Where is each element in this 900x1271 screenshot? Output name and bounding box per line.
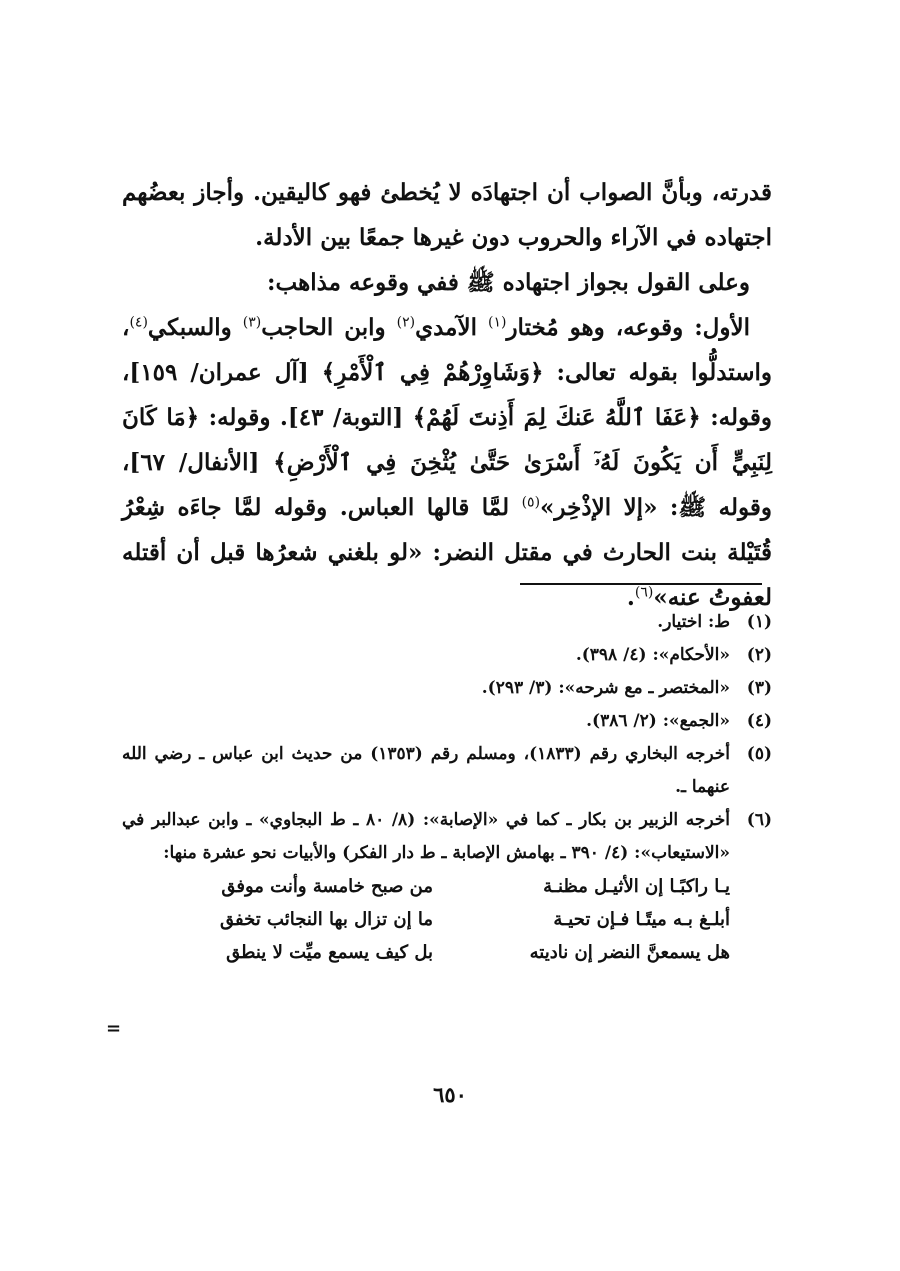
footnote-5	[122, 738, 772, 804]
paragraph-2: وعلى القول بجواز اجتهاده ﷺ ففي وقوعه مذاهب:	[267, 269, 750, 296]
footnote-1	[122, 606, 772, 639]
paragraph-1: قدرته، وبأنَّ الصواب أن اجتهادَه لا يُخطئ فهو كاليقين. وأجاز بعضُهم اجتهاده في الآراء والحروب دون غيرها جمعًا بين الأدلة.	[122, 179, 772, 251]
footnote-text: أخرجه الزبير بن بكار ـ كما في «الإصابة»: (٨/ ٨٠ ـ ط البجاوي» ـ وابن عبدالبر في «الاستيعاب»: (٤/ ٣٩٠ ـ بهامش الإصابة ـ ط دار الفكر) والأبيات نحو عشرة منها:	[122, 810, 730, 863]
text-run: الأول: وقوعه، وهو مُختار	[506, 314, 751, 341]
footnote-ref-4[interactable]: (٤)	[129, 314, 148, 331]
footnote-text: «المختصر ـ مع شرحه»: (٣/ ٢٩٣).	[481, 678, 730, 698]
footnote-text: «الأحكام»: (٤/ ٣٩٨).	[575, 645, 730, 665]
footnote-number: (١)	[746, 612, 772, 632]
footnote-ref-1[interactable]: (١)	[487, 314, 507, 331]
footnote-text: أخرجه البخاري رقم (١٨٣٣)، ومسلم رقم (١٣٥٣) من حديث ابن عباس ـ رضي الله عنهما ـ.	[122, 744, 730, 797]
footnote-ref-6[interactable]: (٦)	[634, 584, 654, 601]
poem	[190, 870, 730, 969]
continuation-mark: =	[106, 1018, 122, 1039]
text-run: والسبكي	[147, 314, 243, 341]
poem-verse	[190, 936, 730, 969]
poem-second-hemistich: بل كيف يسمع ميِّت لا ينطق	[226, 942, 433, 963]
verse-reference: [آل عمران/ ١٥٩]، وقوله:	[122, 359, 773, 431]
poem-verse	[190, 870, 730, 903]
text-run: .	[626, 584, 635, 611]
footnote-ref-3[interactable]: (٣)	[242, 314, 262, 331]
footnote-4	[122, 705, 772, 738]
poem-second-hemistich: من صبح خامسة وأنت موفق	[221, 876, 433, 897]
footnote-3	[122, 672, 772, 705]
footnote-ref-2[interactable]: (٢)	[396, 314, 416, 331]
footnote-number: (٦)	[746, 810, 772, 830]
footnote-2	[122, 639, 772, 672]
footnote-separator	[520, 583, 762, 585]
poem-verse	[190, 903, 730, 936]
quran-verse-3: ﴿مَا كَانَ لِنَبِيٍّ أَن يَكُونَ لَهُۥٓ أَسْرَىٰ حَتَّىٰ يُثْخِنَ فِي ٱلْأَرْضِ﴾	[122, 404, 772, 476]
verse-reference: [التوبة/ ٤٣]. وقوله:	[199, 404, 413, 431]
footnote-number: (٥)	[746, 744, 772, 764]
text-run: الآمدي	[415, 314, 488, 341]
footnote-number: (٣)	[746, 678, 772, 698]
footnote-number: (٢)	[746, 645, 772, 665]
page-number: ٦٥٠	[433, 1082, 467, 1107]
text-run: ، واستدلُّوا بقوله تعالى:	[122, 314, 772, 386]
paragraph-3	[122, 305, 772, 620]
poem-first-hemistich: هل يسمعنَّ النضر إن ناديته	[529, 942, 730, 963]
quran-verse-1: ﴿وَشَاوِرْهُمْ فِي ٱلْأَمْرِ﴾	[321, 359, 544, 386]
verse-reference: [الأنفال/ ٦٧]، وقوله ﷺ: «إلا الإذْخِر»	[122, 449, 772, 521]
text-run: وابن الحاجب	[261, 314, 397, 341]
footnotes	[122, 606, 772, 969]
quran-verse-2: ﴿عَفَا ٱللَّهُ عَنكَ لِمَ أَذِنتَ لَهُمْ﴾	[412, 404, 701, 431]
footnote-number: (٤)	[746, 711, 772, 731]
poem-second-hemistich: ما إن تزال بها النجائب تخفق	[220, 909, 433, 930]
text-run: لمَّا قالها العباس. وقوله لمَّا جاءَه شِعْرُ قُتَيْلة بنت الحارث في مقتل النضر: «لو بلغني شعرُها قبل أن أقتله لعفوتُ عنه»	[122, 494, 772, 611]
footnote-6	[122, 804, 772, 870]
footnote-text: «الجمع»: (٢/ ٣٨٦).	[586, 711, 730, 731]
footnote-text: ط: اختيار.	[657, 612, 730, 632]
poem-first-hemistich: أبلـغ بـه ميتًـا فـإن تحيـة	[553, 909, 730, 930]
main-text	[122, 170, 772, 620]
footnote-ref-5[interactable]: (٥)	[521, 494, 541, 511]
poem-first-hemistich: يـا راكبًـا إن الأثيـل مظنـة	[543, 876, 730, 897]
